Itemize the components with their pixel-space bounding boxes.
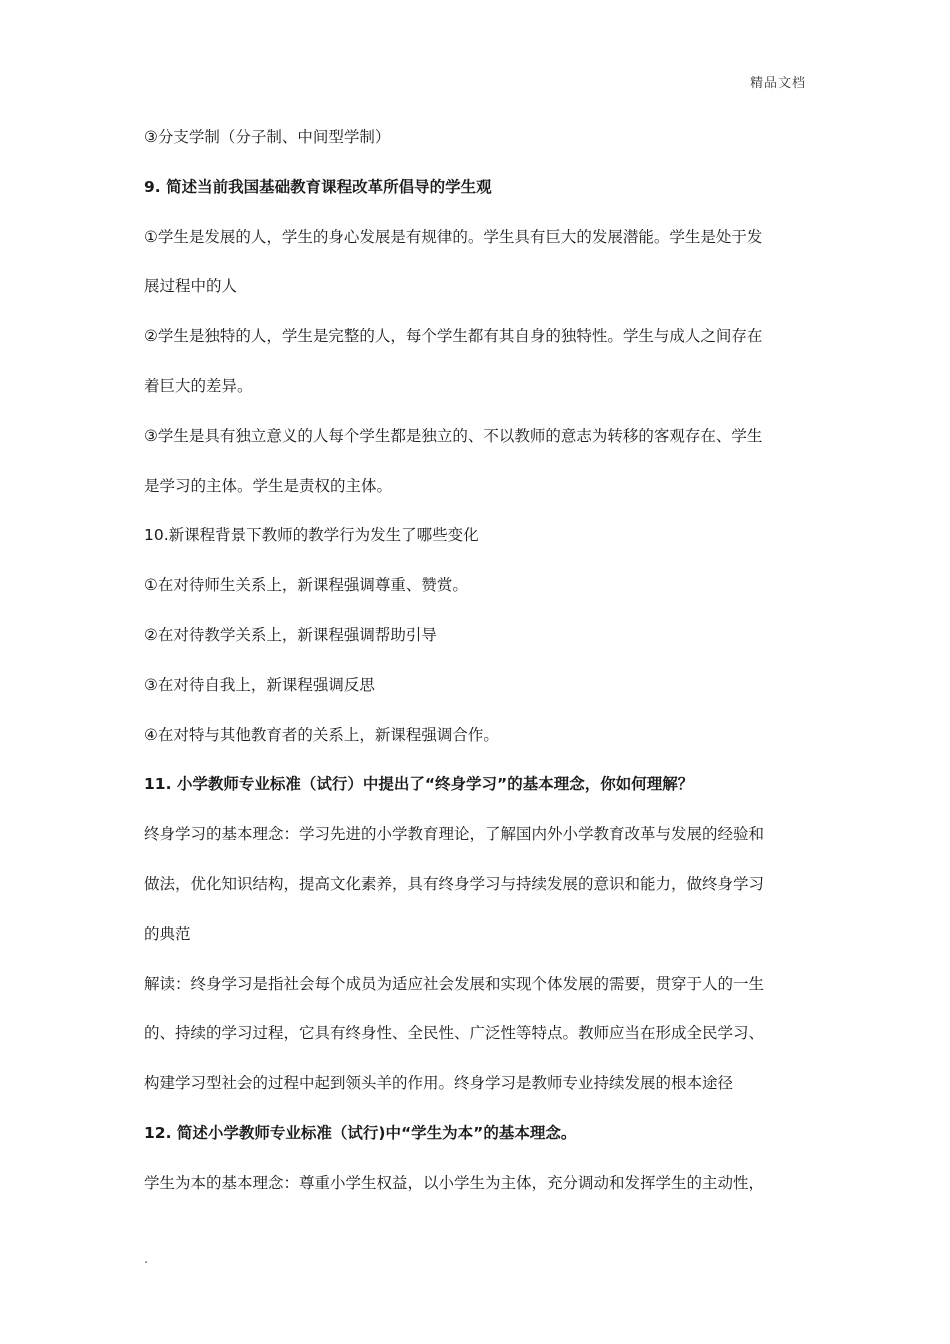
text-line: 学生为本的基本理念：尊重小学生权益，以小学生为主体，充分调动和发挥学生的主动性，	[144, 1173, 765, 1192]
heading-q10: 10.新课程背景下教师的教学行为发生了哪些变化	[144, 526, 479, 545]
text-line: 是学习的主体。学生是责权的主体。	[144, 476, 393, 495]
text-line: 解读：终身学习是指社会每个成员为适应社会发展和实现个体发展的需要，贯穿于人的一生	[144, 974, 765, 993]
text-line: ①在对待师生关系上，新课程强调尊重、赞赏。	[144, 576, 468, 595]
heading-q11: 11. 小学教师专业标准（试行）中提出了“终身学习”的基本理念，你如何理解？	[144, 775, 694, 794]
text-line: ②学生是独特的人，学生是完整的人，每个学生都有其自身的独特性。学生与成人之间存在	[144, 327, 763, 346]
document-body	[144, 118, 810, 1214]
text-line: 的典范	[144, 924, 191, 943]
heading-q9: 9. 简述当前我国基础教育课程改革所倡导的学生观	[144, 177, 492, 196]
text-line: ③在对待自我上，新课程强调反思	[144, 675, 375, 694]
text-line: 展过程中的人	[144, 277, 238, 296]
text-line: 构建学习型社会的过程中起到领头羊的作用。终身学习是教师专业持续发展的根本途径	[144, 1074, 734, 1093]
heading-q12: 12. 简述小学教师专业标准（试行)中“学生为本”的基本理念。	[144, 1123, 577, 1142]
text-line: ②在对待教学关系上，新课程强调帮助引导	[144, 625, 437, 644]
footer-mark: .	[144, 1252, 149, 1267]
text-line: 的、持续的学习过程，它具有终身性、全民性、广泛性等特点。教师应当在形成全民学习、	[144, 1024, 765, 1043]
text-line: 着巨大的差异。	[144, 376, 253, 395]
text-line: ③分支学制（分子制、中间型学制）	[144, 128, 391, 146]
text-line: 做法，优化知识结构，提高文化素养，具有终身学习与持续发展的意识和能力，做终身学习	[144, 874, 765, 893]
text-line: ③学生是具有独立意义的人每个学生都是独立的、不以教师的意志为转移的客观存在、学生	[144, 426, 763, 445]
header-watermark: 精品文档	[749, 76, 806, 91]
text-line: 终身学习的基本理念：学习先进的小学教育理论，了解国内外小学教育改革与发展的经验和	[144, 825, 765, 844]
text-line: ①学生是发展的人，学生的身心发展是有规律的。学生具有巨大的发展潜能。学生是处于发	[144, 227, 763, 246]
text-line: ④在对特与其他教育者的关系上，新课程强调合作。	[144, 725, 499, 744]
